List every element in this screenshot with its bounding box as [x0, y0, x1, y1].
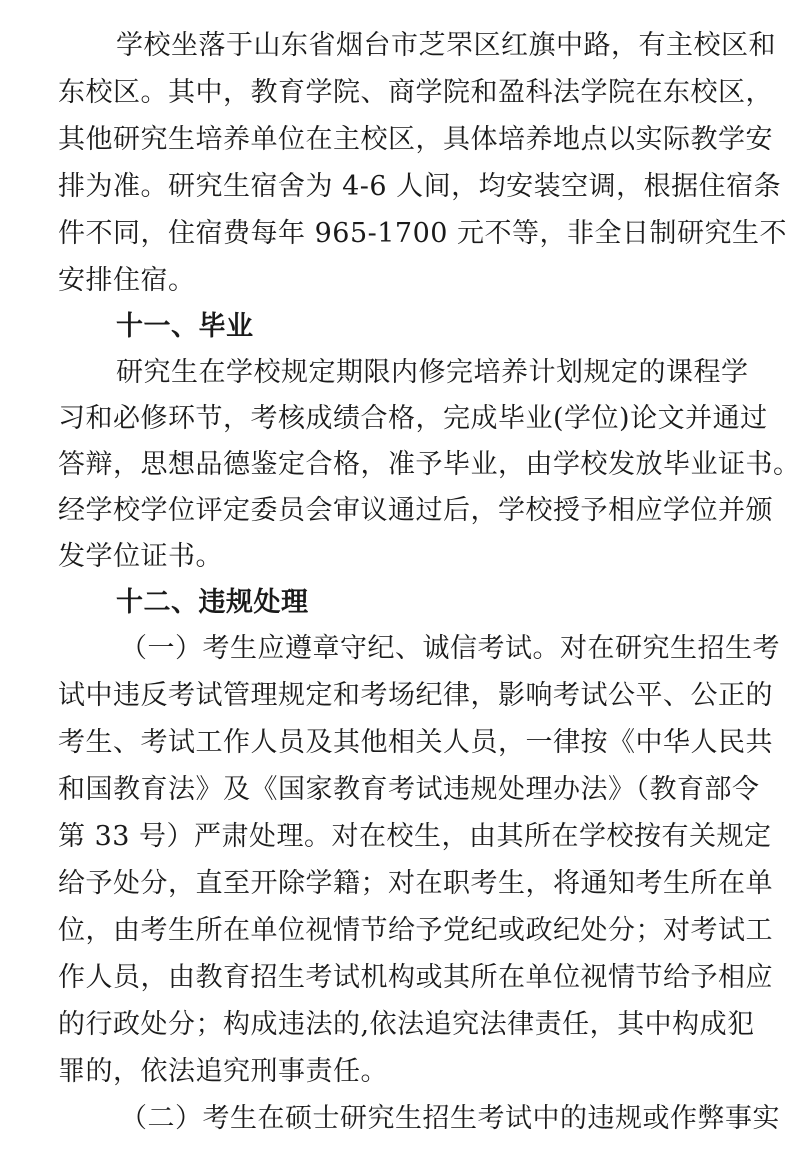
text-line: 作人员，由教育招生考试机构或其所在单位视情节给予相应 — [58, 962, 773, 993]
text-line: 件不同，住宿费每年 965-1700 元不等，非全日制研究生不 — [58, 218, 788, 249]
text-line: 考生、考试工作人员及其他相关人员，一律按《中华人民共 — [58, 727, 773, 758]
text-line: 第 33 号）严肃处理。对在校生，由其所在学校按有关规定 — [58, 821, 772, 852]
text-line: 答辩，思想品德鉴定合格，准予毕业，由学校发放毕业证书。 — [58, 449, 801, 480]
text-line: 研究生在学校规定期限内修完培养计划规定的课程学 — [116, 357, 749, 388]
text-line: 发学位证书。 — [58, 541, 223, 572]
text-line: 位，由考生所在单位视情节给予党纪或政纪处分；对考试工 — [58, 915, 773, 946]
text-line: （二）考生在硕士研究生招生考试中的违规或作弊事实 — [120, 1103, 780, 1134]
text-line: 安排住宿。 — [58, 265, 196, 296]
text-line: 和国教育法》及《国家教育考试违规处理办法》（教育部令 — [58, 774, 760, 805]
section-heading-violations: 十二、违规处理 — [116, 587, 309, 618]
text-line: （一）考生应遵章守纪、诚信考试。对在研究生招生考 — [120, 633, 780, 664]
text-line: 罪的，依法追究刑事责任。 — [58, 1056, 388, 1087]
text-line: 学校坐落于山东省烟台市芝罘区红旗中路，有主校区和 — [116, 30, 776, 61]
text-line: 试中违反考试管理规定和考场纪律，影响考试公平、公正的 — [58, 680, 773, 711]
text-line: 其他研究生培养单位在主校区，具体培养地点以实际教学安 — [58, 124, 773, 155]
text-line: 给予处分，直至开除学籍；对在职考生，将通知考生所在单 — [58, 868, 773, 899]
text-line: 东校区。其中，教育学院、商学院和盈科法学院在东校区， — [58, 77, 773, 108]
text-line: 习和必修环节，考核成绩合格，完成毕业(学位)论文并通过 — [58, 403, 768, 434]
section-heading-graduation: 十一、毕业 — [116, 311, 254, 342]
text-line: 排为准。研究生宿舍为 4-6 人间，均安装空调，根据住宿条 — [58, 171, 782, 202]
text-line: 的行政处分；构成违法的,依法追究法律责任，其中构成犯 — [58, 1009, 755, 1040]
text-line: 经学校学位评定委员会审议通过后，学校授予相应学位并颁 — [58, 495, 773, 526]
